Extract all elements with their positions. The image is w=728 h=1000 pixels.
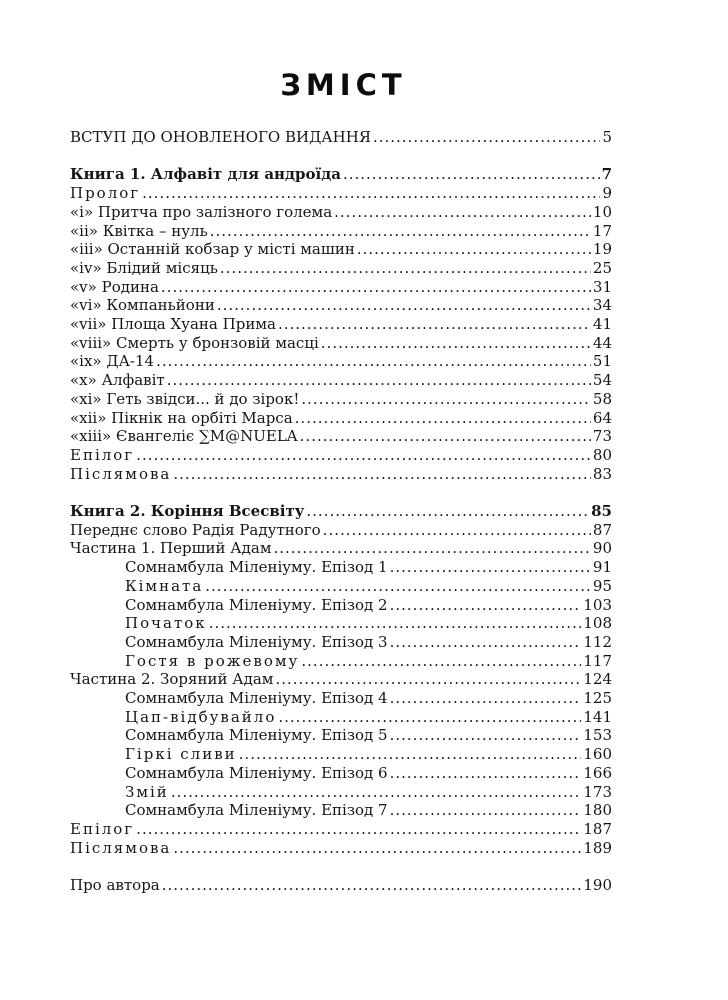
toc-entry xyxy=(70,165,612,184)
toc-entry-label: «xiii» Євангеліє ∑M@NUELA xyxy=(70,427,298,446)
toc-leader-dots xyxy=(220,259,591,278)
toc-entry xyxy=(70,633,612,652)
toc-entry-label: ВСТУП ДО ОНОВЛЕНОГО ВИДАННЯ xyxy=(70,128,371,146)
toc-leader-dots xyxy=(301,390,591,409)
toc-entry-page: 187 xyxy=(583,819,612,838)
toc-entry-page: 180 xyxy=(583,801,612,820)
toc-entry-label: Переднє слово Радія Радутного xyxy=(70,520,321,539)
toc-entry xyxy=(70,577,612,596)
toc-entry-label: Сомнамбула Міленіуму. Епізод 5 xyxy=(125,726,388,745)
toc-entry xyxy=(70,539,612,558)
toc-leader-dots xyxy=(136,820,581,839)
toc-leader-dots xyxy=(278,708,581,727)
toc-entry-page: 9 xyxy=(602,184,612,203)
toc-leader-dots xyxy=(390,558,591,577)
toc-entry xyxy=(70,839,612,858)
toc-leader-dots xyxy=(274,539,591,558)
toc-entry-label: Книга 2. Коріння Всесвіту xyxy=(70,502,305,521)
toc-entry xyxy=(70,801,612,820)
toc-leader-dots xyxy=(321,334,591,353)
toc-entry xyxy=(70,409,612,428)
toc-entry-label: «viii» Смерть у бронзовій масці xyxy=(70,333,319,352)
toc-leader-dots xyxy=(156,352,591,371)
toc-entry-page: 19 xyxy=(592,240,612,259)
toc-entry-page: 87 xyxy=(592,520,612,539)
toc-entry-label: Післямова xyxy=(70,464,172,483)
toc-entry xyxy=(70,184,612,203)
toc-leader-dots xyxy=(300,427,591,446)
toc-leader-dots xyxy=(167,371,591,390)
toc-entry-label: «xii» Пікнік на орбіті Марса xyxy=(70,408,293,427)
toc-leader-dots xyxy=(173,839,581,858)
toc-leader-dots xyxy=(390,801,582,820)
toc-entry-page: 112 xyxy=(583,632,612,651)
toc-entry xyxy=(70,558,612,577)
toc-entry xyxy=(70,446,612,465)
toc-leader-dots xyxy=(390,764,582,783)
toc-leader-dots xyxy=(301,652,581,671)
toc-entry-label: «ii» Квітка – нуль xyxy=(70,221,208,240)
toc-entry-label: Частина 1. Перший Адам xyxy=(70,539,272,558)
toc-leader-dots xyxy=(334,203,591,222)
toc-entry xyxy=(70,334,612,353)
toc-entry-page: 31 xyxy=(592,277,612,296)
toc-entry-page: 189 xyxy=(583,838,612,857)
toc-entry-page: 190 xyxy=(583,876,612,895)
toc-entry-page: 103 xyxy=(583,595,612,614)
toc-entry xyxy=(70,352,612,371)
toc-leader-dots xyxy=(161,278,591,297)
toc-leader-dots xyxy=(343,165,600,184)
toc-list xyxy=(70,128,612,895)
page-title: ЗМІСТ xyxy=(280,68,407,102)
toc-entry xyxy=(70,652,612,671)
toc-entry-page: 73 xyxy=(592,427,612,446)
toc-entry xyxy=(70,278,612,297)
toc-entry xyxy=(70,708,612,727)
toc-entry xyxy=(70,764,612,783)
toc-entry xyxy=(70,259,612,278)
toc-entry xyxy=(70,390,612,409)
toc-entry-label: Сомнамбула Міленіуму. Епізод 2 xyxy=(125,595,388,614)
toc-leader-dots xyxy=(390,689,582,708)
toc-leader-dots xyxy=(295,409,591,428)
toc-entry-label: «iv» Блідий місяць xyxy=(70,258,218,277)
toc-entry xyxy=(70,596,612,615)
toc-entry-page: 91 xyxy=(592,558,612,577)
toc-entry xyxy=(70,203,612,222)
toc-leader-dots xyxy=(390,596,582,615)
toc-entry-label: «xi» Геть звідси... й до зірок! xyxy=(70,389,300,408)
toc-entry-page: 64 xyxy=(592,408,612,427)
toc-entry-label: Сомнамбула Міленіуму. Епізод 3 xyxy=(125,632,388,651)
toc-entry-page: 44 xyxy=(592,333,612,352)
toc-entry-label: Гіркі сливи xyxy=(125,745,237,764)
toc-entry-page: 17 xyxy=(592,221,612,240)
toc-entry-page: 141 xyxy=(583,707,612,726)
toc-leader-dots xyxy=(323,521,591,540)
toc-leader-dots xyxy=(275,670,581,689)
toc-entry-page: 153 xyxy=(583,726,612,745)
toc-entry-page: 58 xyxy=(592,389,612,408)
toc-entry xyxy=(70,726,612,745)
toc-entry-page: 108 xyxy=(583,614,612,633)
toc-entry xyxy=(70,689,612,708)
toc-entry xyxy=(70,614,612,633)
toc-entry-label: Змій xyxy=(125,782,169,801)
toc-leader-dots xyxy=(278,315,591,334)
toc-entry xyxy=(70,427,612,446)
toc-leader-dots xyxy=(390,726,582,745)
toc-entry-page: 160 xyxy=(583,745,612,764)
toc-entry-page: 51 xyxy=(592,352,612,371)
toc-entry-label: «ix» ДА-14 xyxy=(70,352,155,371)
toc-entry xyxy=(70,820,612,839)
toc-entry-label: Пролог xyxy=(70,184,141,203)
toc-entry-label: «vii» Площа Хуана Прима xyxy=(70,315,276,334)
toc-leader-dots xyxy=(210,222,591,241)
toc-entry-label: Книга 1. Алфавіт для андроїда xyxy=(70,165,341,184)
toc-entry-label: Про автора xyxy=(70,876,160,895)
toc-leader-dots xyxy=(136,446,591,465)
toc-entry-page: 54 xyxy=(592,371,612,390)
toc-entry-page: 7 xyxy=(601,165,612,184)
toc-entry xyxy=(70,315,612,334)
toc-entry-label: Частина 2. Зоряний Адам xyxy=(70,670,274,689)
toc-entry-label: Гостя в рожевому xyxy=(125,651,300,670)
toc-entry-label: «i» Притча про залізного голема xyxy=(70,202,333,221)
toc-entry-label: Сомнамбула Міленіуму. Епізод 7 xyxy=(125,801,388,820)
toc-entry-page: 117 xyxy=(583,651,612,670)
toc-entry-page: 25 xyxy=(592,258,612,277)
toc-entry-page: 125 xyxy=(583,689,612,708)
toc-entry-page: 80 xyxy=(592,445,612,464)
toc-entry-label: Післямова xyxy=(70,838,172,857)
toc-entry-label: Сомнамбула Міленіуму. Епізод 4 xyxy=(125,689,388,708)
toc-entry xyxy=(70,371,612,390)
toc-entry-page: 83 xyxy=(592,464,612,483)
toc-entry-label: «x» Алфавіт xyxy=(70,371,165,390)
toc-leader-dots xyxy=(357,240,591,259)
toc-entry xyxy=(70,876,612,895)
toc-leader-dots xyxy=(217,296,591,315)
toc-leader-dots xyxy=(205,577,591,596)
toc-entry xyxy=(70,670,612,689)
toc-entry-label: Епілог xyxy=(70,445,135,464)
toc-entry-page: 173 xyxy=(583,782,612,801)
toc-entry xyxy=(70,745,612,764)
toc-entry-page: 166 xyxy=(583,763,612,782)
toc-leader-dots xyxy=(171,783,582,802)
toc-entry-page: 85 xyxy=(591,502,612,521)
toc-entry-page: 90 xyxy=(592,539,612,558)
toc-leader-dots xyxy=(390,633,582,652)
toc-entry-label: Сомнамбула Міленіуму. Епізод 1 xyxy=(125,558,388,577)
toc-entry xyxy=(70,240,612,259)
toc-entry-page: 5 xyxy=(602,128,612,146)
toc-entry-page: 10 xyxy=(592,202,612,221)
toc-entry-label: Цап-відбувайло xyxy=(125,707,277,726)
toc-leader-dots xyxy=(209,614,582,633)
toc-entry-label: «v» Родина xyxy=(70,277,159,296)
toc-leader-dots xyxy=(142,184,600,203)
toc-entry-page: 34 xyxy=(592,296,612,315)
toc-entry-label: «vi» Компаньйони xyxy=(70,296,215,315)
toc-entry-label: «iii» Останній кобзар у місті машин xyxy=(70,240,355,259)
toc-leader-dots xyxy=(162,876,582,895)
toc-entry xyxy=(70,296,612,315)
toc-leader-dots xyxy=(239,745,582,764)
toc-entry-label: Початок xyxy=(125,614,207,633)
toc-entry xyxy=(70,222,612,241)
toc-entry xyxy=(70,128,612,147)
toc-entry-page: 41 xyxy=(592,315,612,334)
toc-leader-dots xyxy=(373,128,601,147)
toc-leader-dots xyxy=(173,465,591,484)
toc-entry-label: Сомнамбула Міленіуму. Епізод 6 xyxy=(125,763,388,782)
toc-entry xyxy=(70,521,612,540)
toc-entry-label: Епілог xyxy=(70,819,135,838)
toc-entry-label: Кімната xyxy=(125,576,204,595)
toc-entry-page: 95 xyxy=(592,576,612,595)
toc-leader-dots xyxy=(306,502,589,521)
toc-entry xyxy=(70,502,612,521)
toc-entry xyxy=(70,783,612,802)
toc-entry-page: 124 xyxy=(583,670,612,689)
toc-entry xyxy=(70,465,612,484)
